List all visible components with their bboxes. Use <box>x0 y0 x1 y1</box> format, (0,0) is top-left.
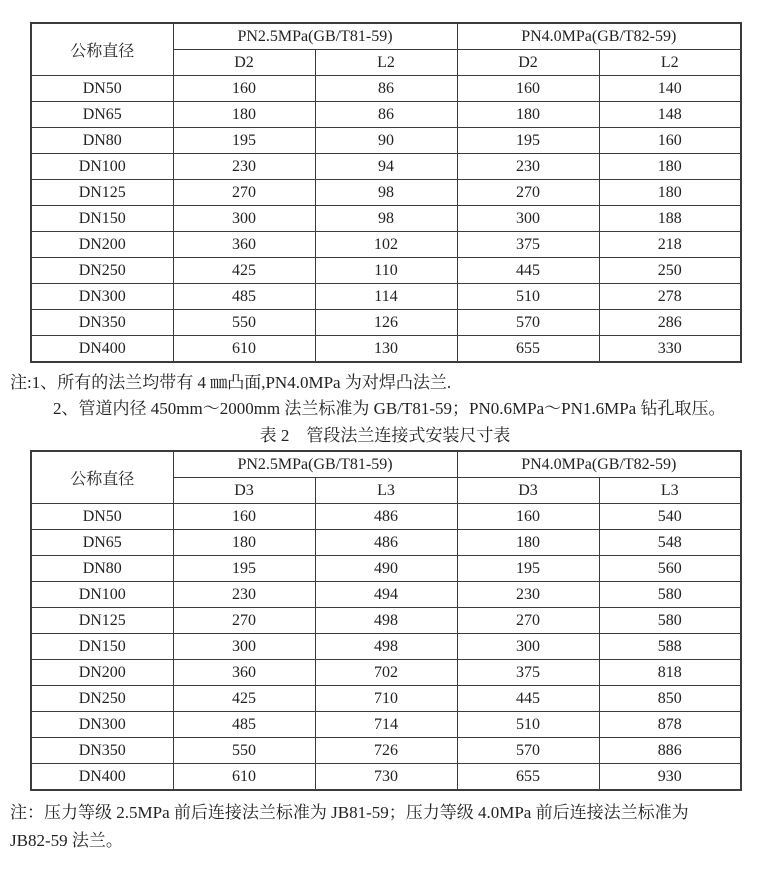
table2-note-line2: JB82-59 法兰。 <box>10 831 123 850</box>
table-row <box>31 504 741 530</box>
table-cell: 126 <box>315 310 457 336</box>
table-cell: 486 <box>315 530 457 556</box>
table-cell: 180 <box>599 180 741 206</box>
table-cell: 130 <box>315 336 457 363</box>
table-cell: DN250 <box>31 686 173 712</box>
table2-header <box>31 451 741 504</box>
table-cell: 250 <box>599 258 741 284</box>
table-row <box>31 128 741 154</box>
table-cell: DN400 <box>31 336 173 363</box>
table-cell: 270 <box>173 180 315 206</box>
table-cell: 86 <box>315 102 457 128</box>
table-cell: DN50 <box>31 76 173 102</box>
table-cell: DN65 <box>31 102 173 128</box>
table1-group-header-pn40: PN4.0MPa(GB/T82-59) <box>457 23 741 50</box>
table1-corner-header: 公称直径 <box>31 23 173 76</box>
table-cell: 300 <box>173 206 315 232</box>
table-cell: 445 <box>457 258 599 284</box>
table-cell: DN150 <box>31 206 173 232</box>
table-cell: 610 <box>173 336 315 363</box>
table-cell: 180 <box>173 530 315 556</box>
table-row <box>31 76 741 102</box>
table1-group-header-row <box>31 23 741 50</box>
table2-note-line1: 注：压力等级 2.5MPa 前后连接法兰标准为 JB81-59；压力等级 4.0MPa 前后连接法兰标准为 <box>10 803 689 822</box>
document-page <box>0 22 783 872</box>
table-cell: 110 <box>315 258 457 284</box>
table-cell: 490 <box>315 556 457 582</box>
table1-sub-header-l2-a: L2 <box>315 50 457 76</box>
table-row <box>31 660 741 686</box>
table-row <box>31 608 741 634</box>
table-row <box>31 284 741 310</box>
table-cell: 180 <box>173 102 315 128</box>
table-cell: 498 <box>315 608 457 634</box>
table-cell: 360 <box>173 232 315 258</box>
table-cell: DN50 <box>31 504 173 530</box>
table-cell: 375 <box>457 232 599 258</box>
table-row <box>31 634 741 660</box>
table-row <box>31 686 741 712</box>
table-cell: 548 <box>599 530 741 556</box>
table-cell: 180 <box>457 102 599 128</box>
table-cell: 300 <box>457 634 599 660</box>
table2-group-header-pn40: PN4.0MPa(GB/T82-59) <box>457 451 741 478</box>
table-cell: 485 <box>173 712 315 738</box>
table-cell: 114 <box>315 284 457 310</box>
table-cell: 486 <box>315 504 457 530</box>
table-cell: 570 <box>457 310 599 336</box>
table-cell: 140 <box>599 76 741 102</box>
table-cell: DN400 <box>31 764 173 791</box>
table-cell: 730 <box>315 764 457 791</box>
table-cell: 588 <box>599 634 741 660</box>
table-cell: DN300 <box>31 284 173 310</box>
table-cell: DN80 <box>31 128 173 154</box>
table-cell: 360 <box>173 660 315 686</box>
table-cell: 98 <box>315 180 457 206</box>
table-cell: 494 <box>315 582 457 608</box>
table1-header <box>31 23 741 76</box>
table-cell: 86 <box>315 76 457 102</box>
table-cell: 550 <box>173 738 315 764</box>
table-cell: 655 <box>457 336 599 363</box>
table-cell: 148 <box>599 102 741 128</box>
table1-note-line1: 注:1、所有的法兰均带有 4 ㎜凸面,PN4.0MPa 为对焊凸法兰. <box>10 373 452 392</box>
table-cell: 375 <box>457 660 599 686</box>
table-row <box>31 232 741 258</box>
table2-sub-header-l3-b: L3 <box>599 478 741 504</box>
table-cell: 270 <box>173 608 315 634</box>
table-cell: DN100 <box>31 582 173 608</box>
table-cell: 610 <box>173 764 315 791</box>
table-cell: DN125 <box>31 608 173 634</box>
table-cell: 425 <box>173 258 315 284</box>
table-cell: 570 <box>457 738 599 764</box>
table2-group-header-pn25: PN2.5MPa(GB/T81-59) <box>173 451 457 478</box>
table-cell: 94 <box>315 154 457 180</box>
table-cell: 300 <box>457 206 599 232</box>
table-cell: 425 <box>173 686 315 712</box>
table-cell: 510 <box>457 712 599 738</box>
table-cell: DN350 <box>31 310 173 336</box>
table-cell: 485 <box>173 284 315 310</box>
table-cell: 270 <box>457 180 599 206</box>
table-cell: 230 <box>457 582 599 608</box>
table-row <box>31 310 741 336</box>
table-cell: 560 <box>599 556 741 582</box>
table-cell: 218 <box>599 232 741 258</box>
table1-sub-header-d2-b: D2 <box>457 50 599 76</box>
table-cell: 195 <box>457 128 599 154</box>
table1-body <box>31 76 741 363</box>
table1-sub-header-l2-b: L2 <box>599 50 741 76</box>
table-cell: DN100 <box>31 154 173 180</box>
table-cell: 102 <box>315 232 457 258</box>
table-row <box>31 556 741 582</box>
table-cell: 445 <box>457 686 599 712</box>
table-cell: 180 <box>599 154 741 180</box>
table2-body <box>31 504 741 791</box>
table-cell: 714 <box>315 712 457 738</box>
table-cell: 160 <box>457 76 599 102</box>
table-row <box>31 102 741 128</box>
table-cell: 550 <box>173 310 315 336</box>
table-row <box>31 258 741 284</box>
table-cell: 930 <box>599 764 741 791</box>
table-cell: 580 <box>599 608 741 634</box>
table-cell: 160 <box>457 504 599 530</box>
table-row <box>31 764 741 791</box>
table-cell: DN350 <box>31 738 173 764</box>
table2-corner-header: 公称直径 <box>31 451 173 504</box>
table-cell: 886 <box>599 738 741 764</box>
table-row <box>31 154 741 180</box>
table-row <box>31 206 741 232</box>
table-row <box>31 738 741 764</box>
table-cell: 188 <box>599 206 741 232</box>
table-row <box>31 336 741 363</box>
table-cell: 98 <box>315 206 457 232</box>
table1-sub-header-d2-a: D2 <box>173 50 315 76</box>
table-cell: 655 <box>457 764 599 791</box>
table-cell: 278 <box>599 284 741 310</box>
table-cell: 580 <box>599 582 741 608</box>
table-cell: 230 <box>173 154 315 180</box>
table-cell: DN200 <box>31 660 173 686</box>
table-cell: 195 <box>173 556 315 582</box>
table-cell: 160 <box>173 76 315 102</box>
table-cell: 195 <box>457 556 599 582</box>
table-cell: 300 <box>173 634 315 660</box>
table-cell: 286 <box>599 310 741 336</box>
table-cell: 160 <box>173 504 315 530</box>
table-cell: 90 <box>315 128 457 154</box>
table2-title: 表 2 管段法兰连接式安装尺寸表 <box>259 426 511 445</box>
table1-note-line2: 2、管道内径 450mm～2000mm 法兰标准为 GB/T81-59；PN0.6MPa～PN1.6MPa 钻孔取压。 <box>53 399 726 418</box>
table-cell: DN300 <box>31 712 173 738</box>
table1-group-header-pn25: PN2.5MPa(GB/T81-59) <box>173 23 457 50</box>
table-row <box>31 530 741 556</box>
table-cell: 230 <box>457 154 599 180</box>
flange-dimension-table-2 <box>30 450 742 791</box>
table-cell: DN65 <box>31 530 173 556</box>
table-cell: 510 <box>457 284 599 310</box>
table-cell: 850 <box>599 686 741 712</box>
table-cell: 270 <box>457 608 599 634</box>
table-cell: 498 <box>315 634 457 660</box>
table-cell: 878 <box>599 712 741 738</box>
table-cell: 540 <box>599 504 741 530</box>
table-cell: DN250 <box>31 258 173 284</box>
table-cell: DN200 <box>31 232 173 258</box>
table-cell: 180 <box>457 530 599 556</box>
table-cell: 726 <box>315 738 457 764</box>
table-cell: 330 <box>599 336 741 363</box>
table2-sub-header-d3-b: D3 <box>457 478 599 504</box>
table-cell: 818 <box>599 660 741 686</box>
table-cell: DN125 <box>31 180 173 206</box>
table-row <box>31 180 741 206</box>
table-cell: 195 <box>173 128 315 154</box>
table-cell: 710 <box>315 686 457 712</box>
table-cell: 230 <box>173 582 315 608</box>
table-cell: 702 <box>315 660 457 686</box>
table-cell: DN80 <box>31 556 173 582</box>
table2-sub-header-d3-a: D3 <box>173 478 315 504</box>
flange-dimension-table-1 <box>30 22 742 363</box>
table-cell: DN150 <box>31 634 173 660</box>
table2-sub-header-l3-a: L3 <box>315 478 457 504</box>
table-row <box>31 582 741 608</box>
table2-group-header-row <box>31 451 741 478</box>
table-row <box>31 712 741 738</box>
table-cell: 160 <box>599 128 741 154</box>
